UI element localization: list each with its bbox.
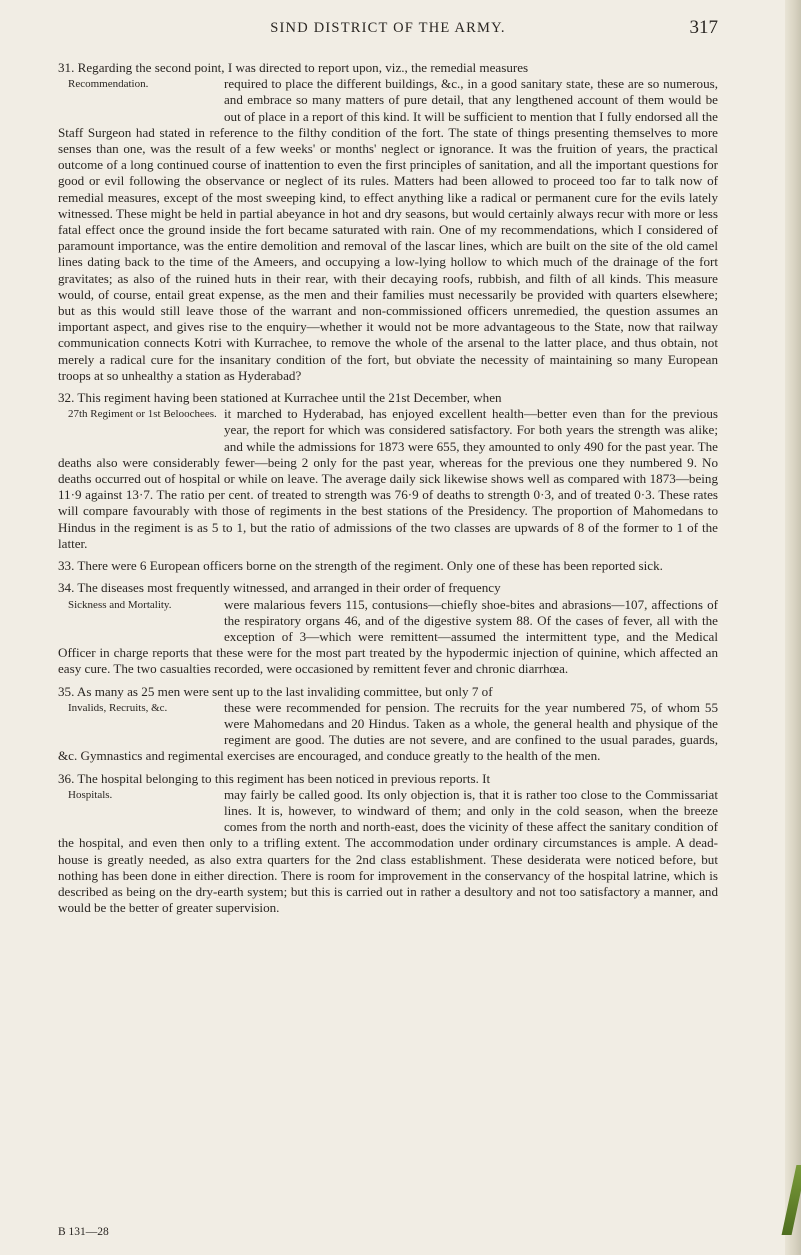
paragraph-31 (58, 60, 718, 384)
paragraph-lead: 35. As many as 25 men were sent up to the last invaliding committee, but only 7 of (58, 683, 493, 699)
page-edge (785, 0, 801, 1255)
paragraph-lead: 36. The hospital belonging to this regiment has been noticed in previous reports. It (58, 770, 491, 786)
paragraph-text: were malarious fevers 115, contusions—chiefly shoe-bites and abrasions—107, affections of the respiratory organs 46, and of the digestive system 88. Of the cases of fever, all with the exception of 3—which were remittent—assumed the intermittent type, and the Medical Officer in charge reports that these were for the most part treated by the hypodermic injection of quinine, which affected an easy cure. The two casualties recorded, were occasioned by remittent fever and chronic diarrhœa. (58, 596, 718, 677)
side-note: Invalids, Recruits, &c. (68, 701, 168, 714)
side-note: Hospitals. (68, 788, 113, 801)
paragraph-33 (58, 558, 718, 574)
paragraph-32 (58, 390, 718, 552)
paragraph-lead: 34. The diseases most frequently witnessed, and arranged in their order of frequency (58, 580, 501, 596)
paragraph-lead: 31. Regarding the second point, I was directed to report upon, viz., the remedial measures (58, 60, 529, 75)
page-number: 317 (689, 17, 718, 38)
footer-code: B 131—28 (58, 1226, 109, 1238)
paragraph-text: 33. There were 6 European officers borne on the strength of the regiment. Only one of these has been reported sick. (58, 558, 663, 574)
paragraph-36 (58, 771, 718, 917)
side-note: 27th Regiment or 1st Beloochees. (68, 408, 217, 421)
edge-color-mark (782, 1165, 801, 1235)
header-title: SIND DISTRICT OF THE ARMY. (270, 20, 506, 36)
paragraph-lead: 32. This regiment having been stationed at Kurrachee until the 21st December, when (58, 390, 502, 406)
paragraph-text: may fairly be called good. Its only objection is, that it is rather too close to the Commissariat lines. It is, however, to windward of them; and only in the cold season, when the breeze comes from the north and north-east, does the vicinity of these affect the sanitary condition of the hospital, and even then only to a trifling extent. The accommodation under ordinary circumstances is ample. A dead-house is greatly needed, as also extra quarters for the 2nd class establishment. These desiderata were noticed before, but nothing has been done in either direction. There is room for improvement in the conservancy of the hospital latrine, which is described as being on the dry-earth system; but this is carried out in rather a desultory and not too satisfactory a manner, and would be the better of greater supervision. (58, 786, 718, 916)
paragraph-text: required to place the different buildings, &c., in a good sanitary state, these are so numerous, and embrace so many matters of pure detail, that any lengthened account of them would be out of place in a report of this kind. It will be sufficient to mention that I fully endorsed all the Staff Surgeon had stated in reference to the filthy condition of the fort. The state of things presenting themselves to more senses than one, was the result of a few weeks' or months' neglect or ignorance. It was the fruition of years, the practical outcome of a long continued course of inattention to even the first principles of sanitation, and all the important questions for good or evil following the observance or neglect of its rules. Matters had been allowed to proceed too far to talk now of remedial measures, except of the most sweeping kind, to effect anything like a radical or permanent cure for the evils lately witnessed. These might be held in partial abeyance in hot and dry seasons, but would certainly always recur with more or less fatal effect once the ground inside the fort became saturated with rain. One of my recommendations, which I considered of paramount importance, was the entire demolition and removal of the lascar lines, which are built on the site of the old camel lines dating back to the time of the Ameers, and occupying a low-lying hollow to which much of the drainage of the fort gravitates; as also of the ruined huts in their rear, with their decaying roofs, rubbish, and filth of all kinds. This measure would, of course, entail great expense, as the men and their families must necessarily be provided with quarters elsewhere; but as this would still leave those of the warrant and non-commissioned officers unremedied, the question assumes an important aspect, and gives rise to the enquiry—whether it would not be more advantageous to the State, now that railway communication connects Kotri with Kurrachee, to remove the whole of the arsenal to the latter place, and thus obtain, not merely a radical cure for the insanitary condition of the fort, but obviate the necessity of maintaining so many European troops at so unhealthy a station as Hyderabad? (58, 76, 718, 383)
paragraph-text: it marched to Hyderabad, has enjoyed excellent health—better even than for the previous year, the report for which was considered satisfactory. For both years the strength was alike; and while the admissions for 1873 were 655, they amounted to only 490 for the past year. The deaths also were considerably fewer—being 2 only for the past year, whereas for the previous one they numbered 9. No deaths occurred out of hospital or while on leave. The average daily sick likewise shows well as compared with 1873—being 11·9 against 13·7. The ratio per cent. of treated to strength was 76·9 of deaths to strength 0·3, and of treated 0·3. These rates will compare favourably with those of regiments in the best stations of the Presidency. The proportion of Mahomedans to Hindus in the regiment is as 5 to 1, but the ratio of admissions of the two classes are upwards of 8 of the former to 1 of the latter. (58, 406, 718, 551)
paragraph-34 (58, 580, 718, 677)
paragraph-text: these were recommended for pension. The recruits for the year numbered 75, of whom 55 were Mahomedans and 20 Hindus. Taken as a whole, the general health and physique of the regiment are good. The duties are not severe, and are confined to the usual parades, guards, &c. Gymnastics and regimental exercises are encouraged, and conduce greatly to the health of the men. (58, 699, 718, 764)
side-note: Sickness and Mortality. (68, 598, 172, 611)
body-text (58, 60, 718, 922)
paragraph-35 (58, 684, 718, 765)
running-header (58, 17, 718, 44)
side-note: Recommendation. (68, 78, 149, 91)
